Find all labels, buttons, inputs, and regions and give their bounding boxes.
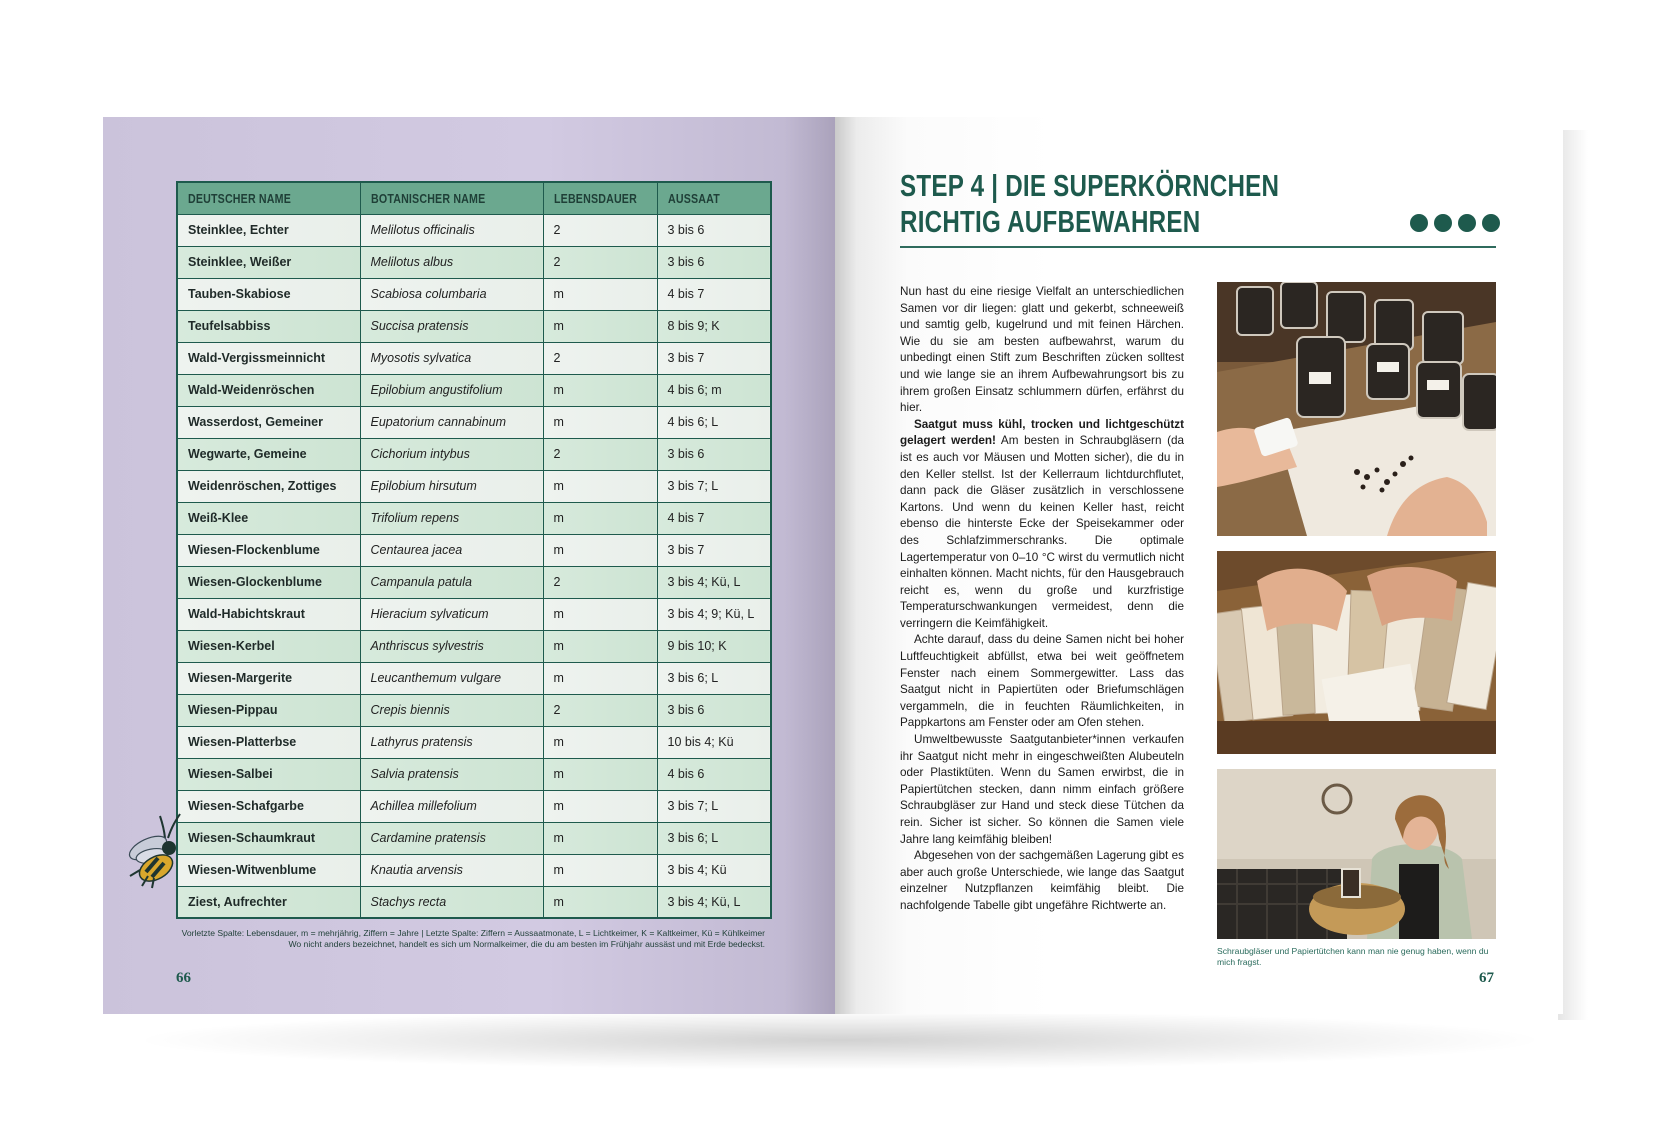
section-heading bbox=[900, 168, 1320, 240]
page-number-left: 66 bbox=[176, 970, 191, 986]
cell-sowing: 3 bis 7 bbox=[657, 342, 771, 374]
table-row bbox=[177, 630, 771, 662]
cell-lifespan: m bbox=[543, 758, 657, 790]
cell-botanical-name: Campanula patula bbox=[360, 566, 543, 598]
cell-sowing: 3 bis 6; L bbox=[657, 822, 771, 854]
paragraph-3: Achte darauf, dass du deine Samen nicht bei hoher Luftfeuchtigkeit abfüllst, etwa bei weit geöffnetem Fenster nach einem Sommergewitter. Lass das Saatgut nicht in Papiertüten oder Briefumschlägen vergammeln, die in feuchten Räumlichkeiten, in Pappkartons am Fenster oder am Ofen stehen. bbox=[900, 633, 1184, 730]
paragraph-4: Umweltbewusste Saatgutanbieter*innen verkaufen ihr Saatgut nicht mehr in eingeschweißten Alubeuteln oder Plastiktüten. Wenn du Samen erwirbst, die in Papiertütchen stecken, dann nimm einfach größere Schraubgläser zur Hand und steck diese Tütchen da rein. Sicher ist sicher. So können die Samen viele Jahre lang keimfähig bleiben! bbox=[900, 733, 1184, 846]
cell-german-name: Steinklee, Echter bbox=[177, 214, 360, 246]
cell-german-name: Wald-Habichtskraut bbox=[177, 598, 360, 630]
table-header-row bbox=[177, 182, 771, 214]
paragraph-2-emphasis: Saatgut muss kühl, trocken und lichtgeschützt gelagert werden! bbox=[900, 417, 1184, 448]
cell-lifespan: m bbox=[543, 726, 657, 758]
cell-botanical-name: Anthriscus sylvestris bbox=[360, 630, 543, 662]
cell-botanical-name: Melilotus albus bbox=[360, 246, 543, 278]
cell-sowing: 3 bis 7; L bbox=[657, 470, 771, 502]
cell-lifespan: m bbox=[543, 886, 657, 918]
cell-lifespan: 2 bbox=[543, 246, 657, 278]
heading-line-1: STEP 4 | DIE SUPERKÖRNCHEN bbox=[900, 168, 1280, 203]
cell-german-name: Wiesen-Salbei bbox=[177, 758, 360, 790]
table-row bbox=[177, 374, 771, 406]
cell-german-name: Wiesen-Schaumkraut bbox=[177, 822, 360, 854]
cell-botanical-name: Trifolium repens bbox=[360, 502, 543, 534]
step-progress-dots-icon bbox=[1410, 214, 1500, 232]
cell-lifespan: m bbox=[543, 790, 657, 822]
cell-botanical-name: Epilobium angustifolium bbox=[360, 374, 543, 406]
cell-botanical-name: Scabiosa columbaria bbox=[360, 278, 543, 310]
cell-sowing: 8 bis 9; K bbox=[657, 310, 771, 342]
cell-lifespan: 2 bbox=[543, 694, 657, 726]
table-row bbox=[177, 342, 771, 374]
footnote-line-1: Vorletzte Spalte: Lebensdauer, m = mehrjährig, Ziffern = Jahre | Letzte Spalte: Ziffern = Aussaatmonate, L = Lichtkeimer, K = Kaltkeimer, Kü = Kühlkeimer bbox=[181, 928, 765, 938]
table-footnote bbox=[180, 928, 765, 950]
table-row bbox=[177, 726, 771, 758]
cell-sowing: 3 bis 4; Kü, L bbox=[657, 886, 771, 918]
cell-sowing: 3 bis 6 bbox=[657, 246, 771, 278]
cell-botanical-name: Cardamine pratensis bbox=[360, 822, 543, 854]
cell-german-name: Wiesen-Pippau bbox=[177, 694, 360, 726]
table-row bbox=[177, 662, 771, 694]
photo-woman-basket bbox=[1217, 769, 1496, 939]
cell-sowing: 4 bis 6; L bbox=[657, 406, 771, 438]
table-row bbox=[177, 214, 771, 246]
cell-sowing: 3 bis 6 bbox=[657, 694, 771, 726]
photo-caption: Schraubgläser und Papiertütchen kann man nie genug haben, wenn du mich fragst. bbox=[1217, 946, 1489, 967]
step-dot bbox=[1434, 214, 1452, 232]
paragraph-2-rest: Am besten in Schraubgläsern (da ist es auch vor Mäusen und Motten sicher), die du in den Keller stellst. Ist der Kellerraum lichtdurchflutet, dann pack die Gläser zusätzlich in verschlossene Kartons. Und wenn du keinen Keller hast, reicht ebenso die hinterste Ecke der Speisekammer oder des Schlafzimmerschranks. Die optimale Lagertemperatur von 0–10 °C wirst du vermutlich nicht einhalten können. Macht nichts, für den Hausgebrauch reicht es, wenn du große und kurzfristige Temperaturschwankungen vermeidest, denn die verringern die Keimfähigkeit. bbox=[900, 434, 1184, 630]
photo-seed-bags bbox=[1217, 551, 1496, 754]
bee-icon bbox=[118, 810, 196, 890]
cell-botanical-name: Achillea millefolium bbox=[360, 790, 543, 822]
cell-german-name: Wiesen-Kerbel bbox=[177, 630, 360, 662]
cell-botanical-name: Myosotis sylvatica bbox=[360, 342, 543, 374]
cell-botanical-name: Knautia arvensis bbox=[360, 854, 543, 886]
cell-german-name: Wald-Weidenröschen bbox=[177, 374, 360, 406]
cell-german-name: Wiesen-Schafgarbe bbox=[177, 790, 360, 822]
cell-lifespan: 2 bbox=[543, 566, 657, 598]
table-body bbox=[177, 214, 771, 918]
table-row bbox=[177, 822, 771, 854]
footnote-line-2: Wo nicht anders bezeichnet, handelt es sich um Normalkeimer, die du am besten im Frühjahr aussäst und mit Erde bedeckst. bbox=[288, 939, 765, 949]
cell-botanical-name: Melilotus officinalis bbox=[360, 214, 543, 246]
cell-lifespan: 2 bbox=[543, 342, 657, 374]
table-row bbox=[177, 438, 771, 470]
cell-botanical-name: Lathyrus pratensis bbox=[360, 726, 543, 758]
cell-sowing: 4 bis 6; m bbox=[657, 374, 771, 406]
cell-sowing: 3 bis 4; Kü bbox=[657, 854, 771, 886]
cell-sowing: 3 bis 6 bbox=[657, 438, 771, 470]
cell-sowing: 10 bis 4; Kü bbox=[657, 726, 771, 758]
cell-lifespan: m bbox=[543, 662, 657, 694]
cell-german-name: Tauben-Skabiose bbox=[177, 278, 360, 310]
book-shadow bbox=[130, 1010, 1550, 1070]
cell-sowing: 3 bis 4; Kü, L bbox=[657, 566, 771, 598]
heading-divider bbox=[900, 246, 1496, 248]
table-row bbox=[177, 310, 771, 342]
table-row bbox=[177, 534, 771, 566]
page-number-right: 67 bbox=[1479, 970, 1494, 986]
cell-botanical-name: Salvia pratensis bbox=[360, 758, 543, 790]
paragraph-1: Nun hast du eine riesige Vielfalt an unterschiedlichen Samen vor dir liegen: glatt und gekerbt, schneeweiß und samtig gelb, kugelrund und mit feinen Härchen. Wie du sie am besten aufbewahrst, warum du unbedingt einen Stift zum Beschriften zücken solltest und wie lange sie an ihrem Aufbewahrungsort bis zu ihrem großen Einsatz schlummern dürfen, erfährst du hier. bbox=[900, 285, 1184, 415]
cell-botanical-name: Succisa pratensis bbox=[360, 310, 543, 342]
table-row bbox=[177, 790, 771, 822]
cell-sowing: 3 bis 4; 9; Kü, L bbox=[657, 598, 771, 630]
cell-german-name: Wegwarte, Gemeine bbox=[177, 438, 360, 470]
cell-sowing: 4 bis 7 bbox=[657, 278, 771, 310]
cell-botanical-name: Eupatorium cannabinum bbox=[360, 406, 543, 438]
cell-lifespan: m bbox=[543, 470, 657, 502]
heading-line-2: RICHTIG AUFBEWAHREN bbox=[900, 204, 1201, 239]
header-sowing: AUSSAAT bbox=[657, 182, 771, 214]
cell-sowing: 3 bis 6; L bbox=[657, 662, 771, 694]
paragraph-2 bbox=[900, 417, 1184, 633]
cell-lifespan: m bbox=[543, 374, 657, 406]
body-text bbox=[900, 284, 1184, 915]
cell-sowing: 4 bis 6 bbox=[657, 758, 771, 790]
table-row bbox=[177, 566, 771, 598]
step-dot bbox=[1458, 214, 1476, 232]
step-dot bbox=[1482, 214, 1500, 232]
step-dot bbox=[1410, 214, 1428, 232]
cell-lifespan: m bbox=[543, 630, 657, 662]
cell-sowing: 9 bis 10; K bbox=[657, 630, 771, 662]
cell-botanical-name: Hieracium sylvaticum bbox=[360, 598, 543, 630]
cell-german-name: Wasserdost, Gemeiner bbox=[177, 406, 360, 438]
cell-german-name: Wiesen-Platterbse bbox=[177, 726, 360, 758]
cell-sowing: 3 bis 6 bbox=[657, 214, 771, 246]
seed-table bbox=[176, 181, 772, 919]
cell-lifespan: m bbox=[543, 822, 657, 854]
cell-botanical-name: Cichorium intybus bbox=[360, 438, 543, 470]
header-german-name: DEUTSCHER NAME bbox=[177, 182, 360, 214]
cell-lifespan: 2 bbox=[543, 214, 657, 246]
cell-lifespan: m bbox=[543, 534, 657, 566]
cell-sowing: 3 bis 7 bbox=[657, 534, 771, 566]
cell-german-name: Weiß-Klee bbox=[177, 502, 360, 534]
cell-lifespan: m bbox=[543, 854, 657, 886]
table-row bbox=[177, 406, 771, 438]
photo-seed-jars bbox=[1217, 282, 1496, 536]
cell-lifespan: 2 bbox=[543, 438, 657, 470]
table-row bbox=[177, 470, 771, 502]
cell-german-name: Steinklee, Weißer bbox=[177, 246, 360, 278]
table-row bbox=[177, 694, 771, 726]
cell-lifespan: m bbox=[543, 406, 657, 438]
table-row bbox=[177, 758, 771, 790]
table-row bbox=[177, 502, 771, 534]
cell-botanical-name: Crepis biennis bbox=[360, 694, 543, 726]
header-lifespan: LEBENSDAUER bbox=[543, 182, 657, 214]
cell-sowing: 4 bis 7 bbox=[657, 502, 771, 534]
cell-german-name: Wiesen-Margerite bbox=[177, 662, 360, 694]
cell-botanical-name: Centaurea jacea bbox=[360, 534, 543, 566]
paragraph-5: Abgesehen von der sachgemäßen Lagerung gibt es aber auch große Unterschiede, wie lange das Saatgut einzelner Nutzpflanzen keimfähig bleibt. Die nachfolgende Tabelle gibt ungefähre Richtwerte an. bbox=[900, 849, 1184, 912]
cell-lifespan: m bbox=[543, 278, 657, 310]
header-botanical-name: BOTANISCHER NAME bbox=[360, 182, 543, 214]
cell-german-name: Wiesen-Witwenblume bbox=[177, 854, 360, 886]
cell-german-name: Wald-Vergissmeinnicht bbox=[177, 342, 360, 374]
table-row bbox=[177, 246, 771, 278]
table-row bbox=[177, 278, 771, 310]
cell-german-name: Wiesen-Glockenblume bbox=[177, 566, 360, 598]
cell-german-name: Teufelsabbiss bbox=[177, 310, 360, 342]
cell-lifespan: m bbox=[543, 502, 657, 534]
cell-german-name: Ziest, Aufrechter bbox=[177, 886, 360, 918]
table-row bbox=[177, 854, 771, 886]
cell-botanical-name: Leucanthemum vulgare bbox=[360, 662, 543, 694]
cell-lifespan: m bbox=[543, 310, 657, 342]
cell-lifespan: m bbox=[543, 598, 657, 630]
cell-botanical-name: Stachys recta bbox=[360, 886, 543, 918]
table-row bbox=[177, 598, 771, 630]
cell-german-name: Weidenröschen, Zottiges bbox=[177, 470, 360, 502]
cell-botanical-name: Epilobium hirsutum bbox=[360, 470, 543, 502]
cell-german-name: Wiesen-Flockenblume bbox=[177, 534, 360, 566]
table-row bbox=[177, 886, 771, 918]
cell-sowing: 3 bis 7; L bbox=[657, 790, 771, 822]
